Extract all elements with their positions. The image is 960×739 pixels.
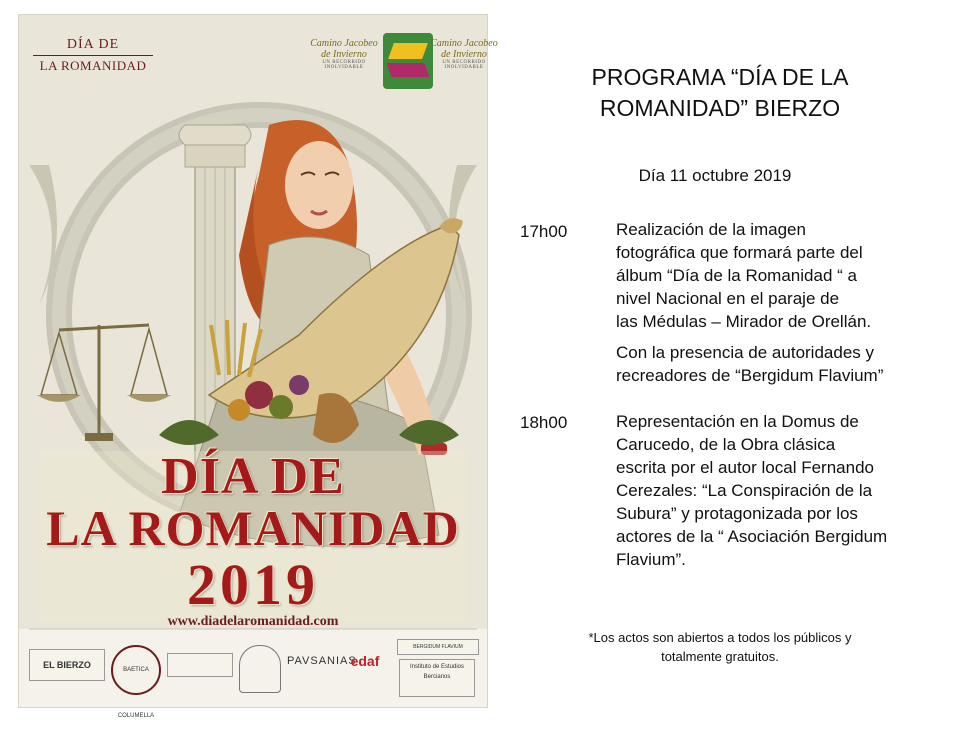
camino-badge (383, 33, 433, 89)
camino-right-text: Camino Jacobeo de Invierno (430, 38, 498, 60)
poster-url: www.diadelaromanidad.com (167, 614, 339, 629)
poster-title-line-1: DÍA DE (161, 448, 345, 505)
program-title (520, 62, 920, 124)
event-time-1: 17h00 (520, 222, 568, 241)
logo-line-2: LA ROMANIDAD (33, 55, 153, 74)
event-2-line: Subura” y protagonizada por los (616, 504, 858, 523)
poster-logo (33, 37, 153, 74)
program-title-line-2: ROMANIDAD” BIERZO (599, 95, 841, 121)
sponsor-strip (19, 635, 487, 719)
event-1-line: álbum “Día de la Romanidad “ a (616, 266, 857, 285)
sponsor-crest (239, 645, 281, 693)
camino-right-caption: UN RECORRIDO INOLVIDABLE (442, 60, 486, 71)
program-date: Día 11 octubre 2019 (638, 166, 792, 185)
camino-logo-left (309, 39, 379, 71)
sponsor-iebe: Instituto de Estudios Bercianos (399, 659, 475, 697)
sponsor-pausanias: PAVSANIAS (287, 655, 357, 667)
sponsor-badge (167, 653, 233, 677)
camino-left-text: Camino Jacobeo de Invierno (310, 38, 378, 60)
event-time-2: 18h00 (520, 413, 568, 432)
event-2-line: actores de la “ Asociación Bergidum (616, 527, 888, 546)
event-1-line: fotográfica que formará parte del (616, 243, 863, 262)
sponsor-baetica: BAETICA COLUMELLA (111, 645, 161, 695)
event-1-line: Realización de la imagen (616, 220, 806, 239)
event-2-line: Flavium”. (616, 550, 686, 569)
logo-line-1: DÍA DE (66, 37, 120, 52)
event-poster (18, 14, 498, 719)
access-note-line-1: *Los actos son abiertos a todos los públicos y (588, 630, 852, 645)
event-1-extra-line: recreadores de “Bergidum Flavium” (616, 366, 884, 385)
event-description-1 (616, 218, 926, 387)
event-2-line: Representación en la Domus de (616, 412, 859, 431)
program-title-line-1: PROGRAMA “DÍA DE LA (591, 64, 849, 90)
event-1-line: las Médulas – Mirador de Orellán. (616, 312, 872, 331)
camino-left-caption: UN RECORRIDO INOLVIDABLE (322, 60, 366, 71)
sponsor-bergidum: BERGIDUM FLAVIUM (397, 639, 479, 655)
event-1-extra-line: Con la presencia de autoridades y (616, 343, 874, 362)
event-2-line: Cerezales: “La Conspiración de la (616, 481, 873, 500)
sponsor-edaf: edaf (350, 653, 380, 669)
event-description-2 (616, 410, 926, 571)
poster-title-year: 2019 (187, 552, 319, 617)
event-1-line: nivel Nacional en el paraje de (616, 289, 840, 308)
poster-title-line-2: LA ROMANIDAD (46, 500, 460, 556)
event-2-line: Carucedo, de la Obra clásica (616, 435, 836, 454)
access-note (540, 628, 900, 666)
event-2-line: escrita por el autor local Fernando (616, 458, 874, 477)
camino-logo-right (429, 39, 499, 71)
access-note-line-2: totalmente gratuitos. (661, 649, 779, 664)
sponsor-el-bierzo: EL BIERZO (29, 649, 105, 681)
